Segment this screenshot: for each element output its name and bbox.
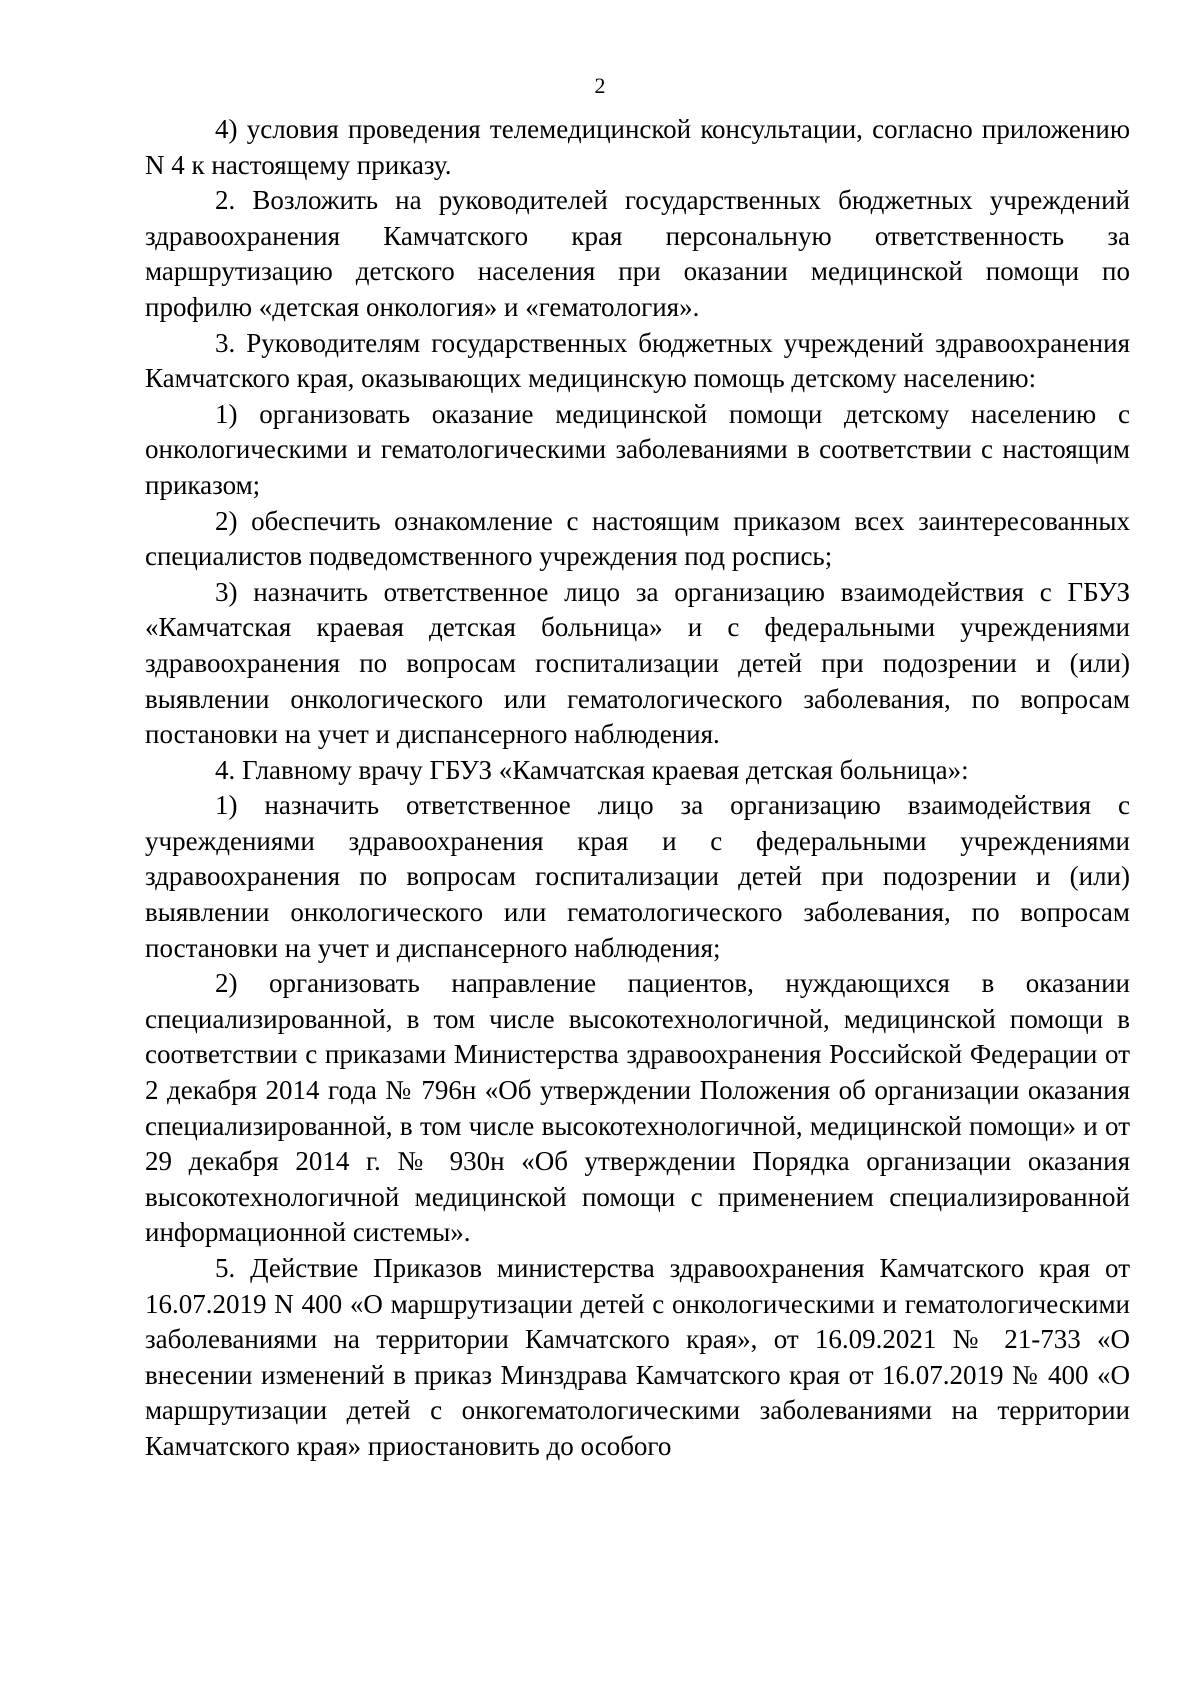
- paragraph-section-3-item-1: 1) организовать оказание медицинской помощи детскому населению с онкологическими и гематологическими заболеваниями в соответствии с настоящим приказом;: [145, 398, 1130, 500]
- paragraph-section-3-item-2: 2) обеспечить ознакомление с настоящим приказом всех заинтересованных специалистов подведомственного учреждения под роспись;: [145, 505, 1130, 572]
- paragraph-section-3: 3. Руководителям государственных бюджетных учреждений здравоохранения Камчатского края, оказывающих медицинскую помощь детскому населению:: [145, 327, 1130, 394]
- paragraph-section-4: 4. Главному врачу ГБУЗ «Камчатская краевая детская больница»:: [215, 754, 969, 785]
- page-number: 2: [594, 73, 606, 98]
- paragraph-section-4-item-2: 2) организовать направление пациентов, нуждающихся в оказании специализированной, в том числе высокотехнологичной, медицинской помощи в соответствии с приказами Министерства здравоохранения Российской Федерации от 2 декабря 2014 года № 796н «Об утверждении Положения об организации оказания специализированной, в том числе высокотехнологичной, медицинской помощи» и от 29 декабря 2014 г. № 930н «Об утверждении Порядка организации оказания высокотехнологичной медицинской помощи с применением специализированной информационной системы».: [145, 968, 1130, 1248]
- paragraph-section-3-item-3: 3) назначить ответственное лицо за организацию взаимодействия с ГБУЗ «Камчатская краевая детская больница» и с федеральными учреждениями здравоохранения по вопросам госпитализации детей при подозрении и (или) выявлении онкологического или гематологического заболевания, по вопросам постановки на учет и диспансерного наблюдения.: [145, 576, 1130, 750]
- paragraph-section-4-item-1: 1) назначить ответственное лицо за организацию взаимодействия с учреждениями здравоохранения края и с федеральными учреждениями здравоохранения по вопросам госпитализации детей при подозрении и (или) выявлении онкологического или гематологического заболевания, по вопросам постановки на учет и диспансерного наблюдения;: [145, 790, 1130, 963]
- paragraph-section-5: 5. Действие Приказов министерства здравоохранения Камчатского края от 16.07.2019 N 400 «О маршрутизации детей с онкологическими и гематологическими заболеваниями на территории Камчатского края», от 16.09.2021 № 21-733 «О внесении изменений в приказ Минздрава Камчатского края от 16.07.2019 № 400 «О маршрутизации детей с онкогематологическими заболеваниями на территории Камчатского края» приостановить до особого: [145, 1253, 1130, 1461]
- document-body: [145, 112, 1130, 1465]
- paragraph-item-4: 4) условия проведения телемедицинской консультации, согласно приложению N 4 к настоящему приказу.: [145, 114, 1130, 180]
- paragraph-section-2: 2. Возложить на руководителей государственных бюджетных учреждений здравоохранения Камчатского края персональную ответственность за маршрутизацию детского населения при оказании медицинской помощи по профилю «детская онкология» и «гематология».: [145, 185, 1130, 322]
